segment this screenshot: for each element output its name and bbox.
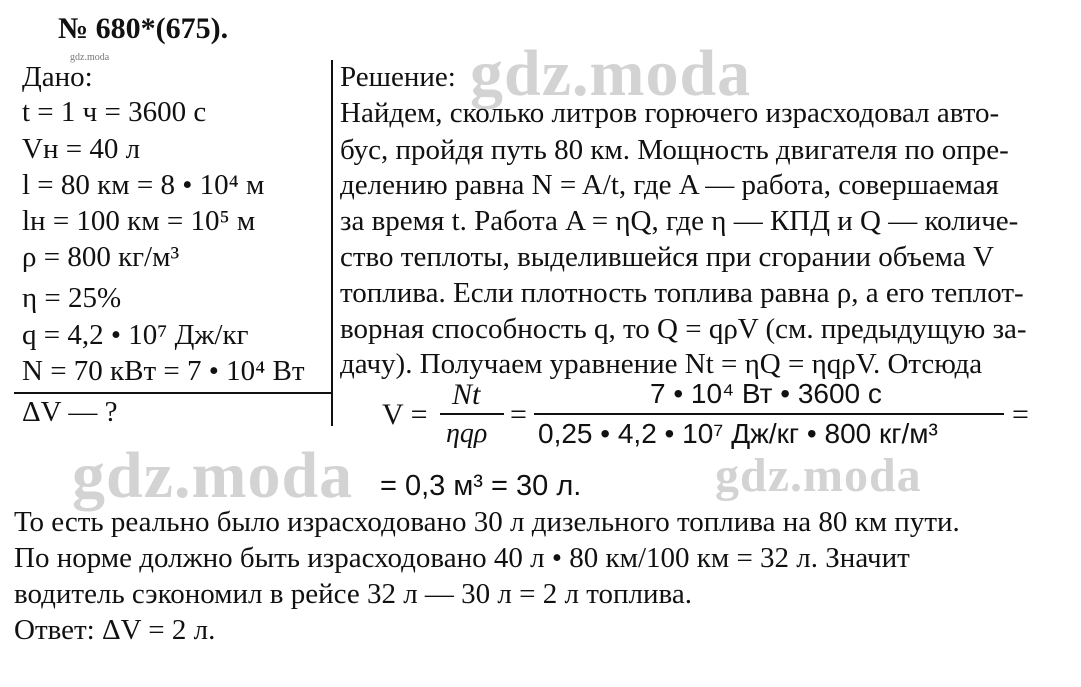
problem-number: № 680*(675). [58, 12, 229, 45]
formula-lhs: V = [382, 398, 428, 431]
fraction1-numerator: Nt [452, 378, 481, 411]
formula-result: = 0,3 м³ = 30 л. [380, 470, 582, 502]
solution-line-6: топлива. Если плотность топлива равна ρ, а его теплот- [340, 277, 1024, 309]
solution-header: Решение: [340, 61, 456, 93]
fraction1-denominator: ηqρ [446, 418, 488, 449]
fraction2-denominator: 0,25 • 4,2 • 10⁷ Дж/кг • 800 кг/м³ [538, 418, 938, 449]
fraction1-bar [440, 413, 504, 415]
solution-line-1: Найдем, сколько литров горючего израсходовал авто- [340, 97, 1000, 129]
conclusion-line-3: водитель сэкономил в рейсе 32 л — 30 л = 2 л топлива. [14, 578, 692, 610]
given-distance: l = 80 км = 8 • 10⁴ м [22, 169, 265, 201]
given-heat-value: q = 4,2 • 10⁷ Дж/кг [22, 319, 249, 351]
solution-line-8: дачу). Получаем уравнение Nt = ηQ = ηqρV. Отсюда [340, 348, 983, 380]
answer-line: Ответ: ΔV = 2 л. [14, 614, 216, 646]
given-header: Дано: [22, 61, 93, 93]
solution-line-7: ворная способность q, то Q = qρV (см. предыдущую за- [340, 313, 1027, 345]
fraction2-numerator: 7 • 10⁴ Вт • 3600 с [650, 378, 882, 409]
given-efficiency: η = 25% [22, 282, 122, 314]
find-quantity: ΔV — ? [22, 396, 118, 428]
small-watermark: gdz.moda [70, 52, 110, 63]
solution-line-5: ство теплоты, выделившейся при сгорании объема V [340, 241, 994, 273]
given-norm-distance: lн = 100 км = 10⁵ м [22, 205, 256, 237]
given-divider [14, 392, 332, 394]
conclusion-line-1: То есть реально было израсходовано 30 л дизельного топлива на 80 км пути. [14, 506, 960, 538]
fraction2-bar [534, 413, 1004, 415]
formula-equals-2: = [1012, 398, 1029, 431]
watermark-top: gdz.moda [470, 37, 752, 110]
conclusion-line-2: По норме должно быть израсходовано 40 л • 80 км/100 км = 32 л. Значит [14, 542, 910, 574]
given-power: N = 70 кВт = 7 • 10⁴ Вт [22, 355, 305, 387]
watermark-left: gdz.moda [72, 439, 354, 512]
column-divider [331, 60, 333, 426]
solution-line-2: бус, пройдя путь 80 км. Мощность двигателя по опре- [340, 134, 1009, 166]
given-norm-volume: Vн = 40 л [22, 133, 141, 165]
given-density: ρ = 800 кг/м³ [22, 241, 180, 273]
solution-line-3: делению равна N = A/t, где A — работа, совершаемая [340, 169, 999, 201]
given-time: t = 1 ч = 3600 с [22, 96, 207, 128]
formula-equals-1: = [510, 398, 527, 431]
watermark-right: gdz.moda [715, 449, 922, 502]
solution-line-4: за время t. Работа A = ηQ, где η — КПД и Q — количе- [340, 205, 1019, 237]
